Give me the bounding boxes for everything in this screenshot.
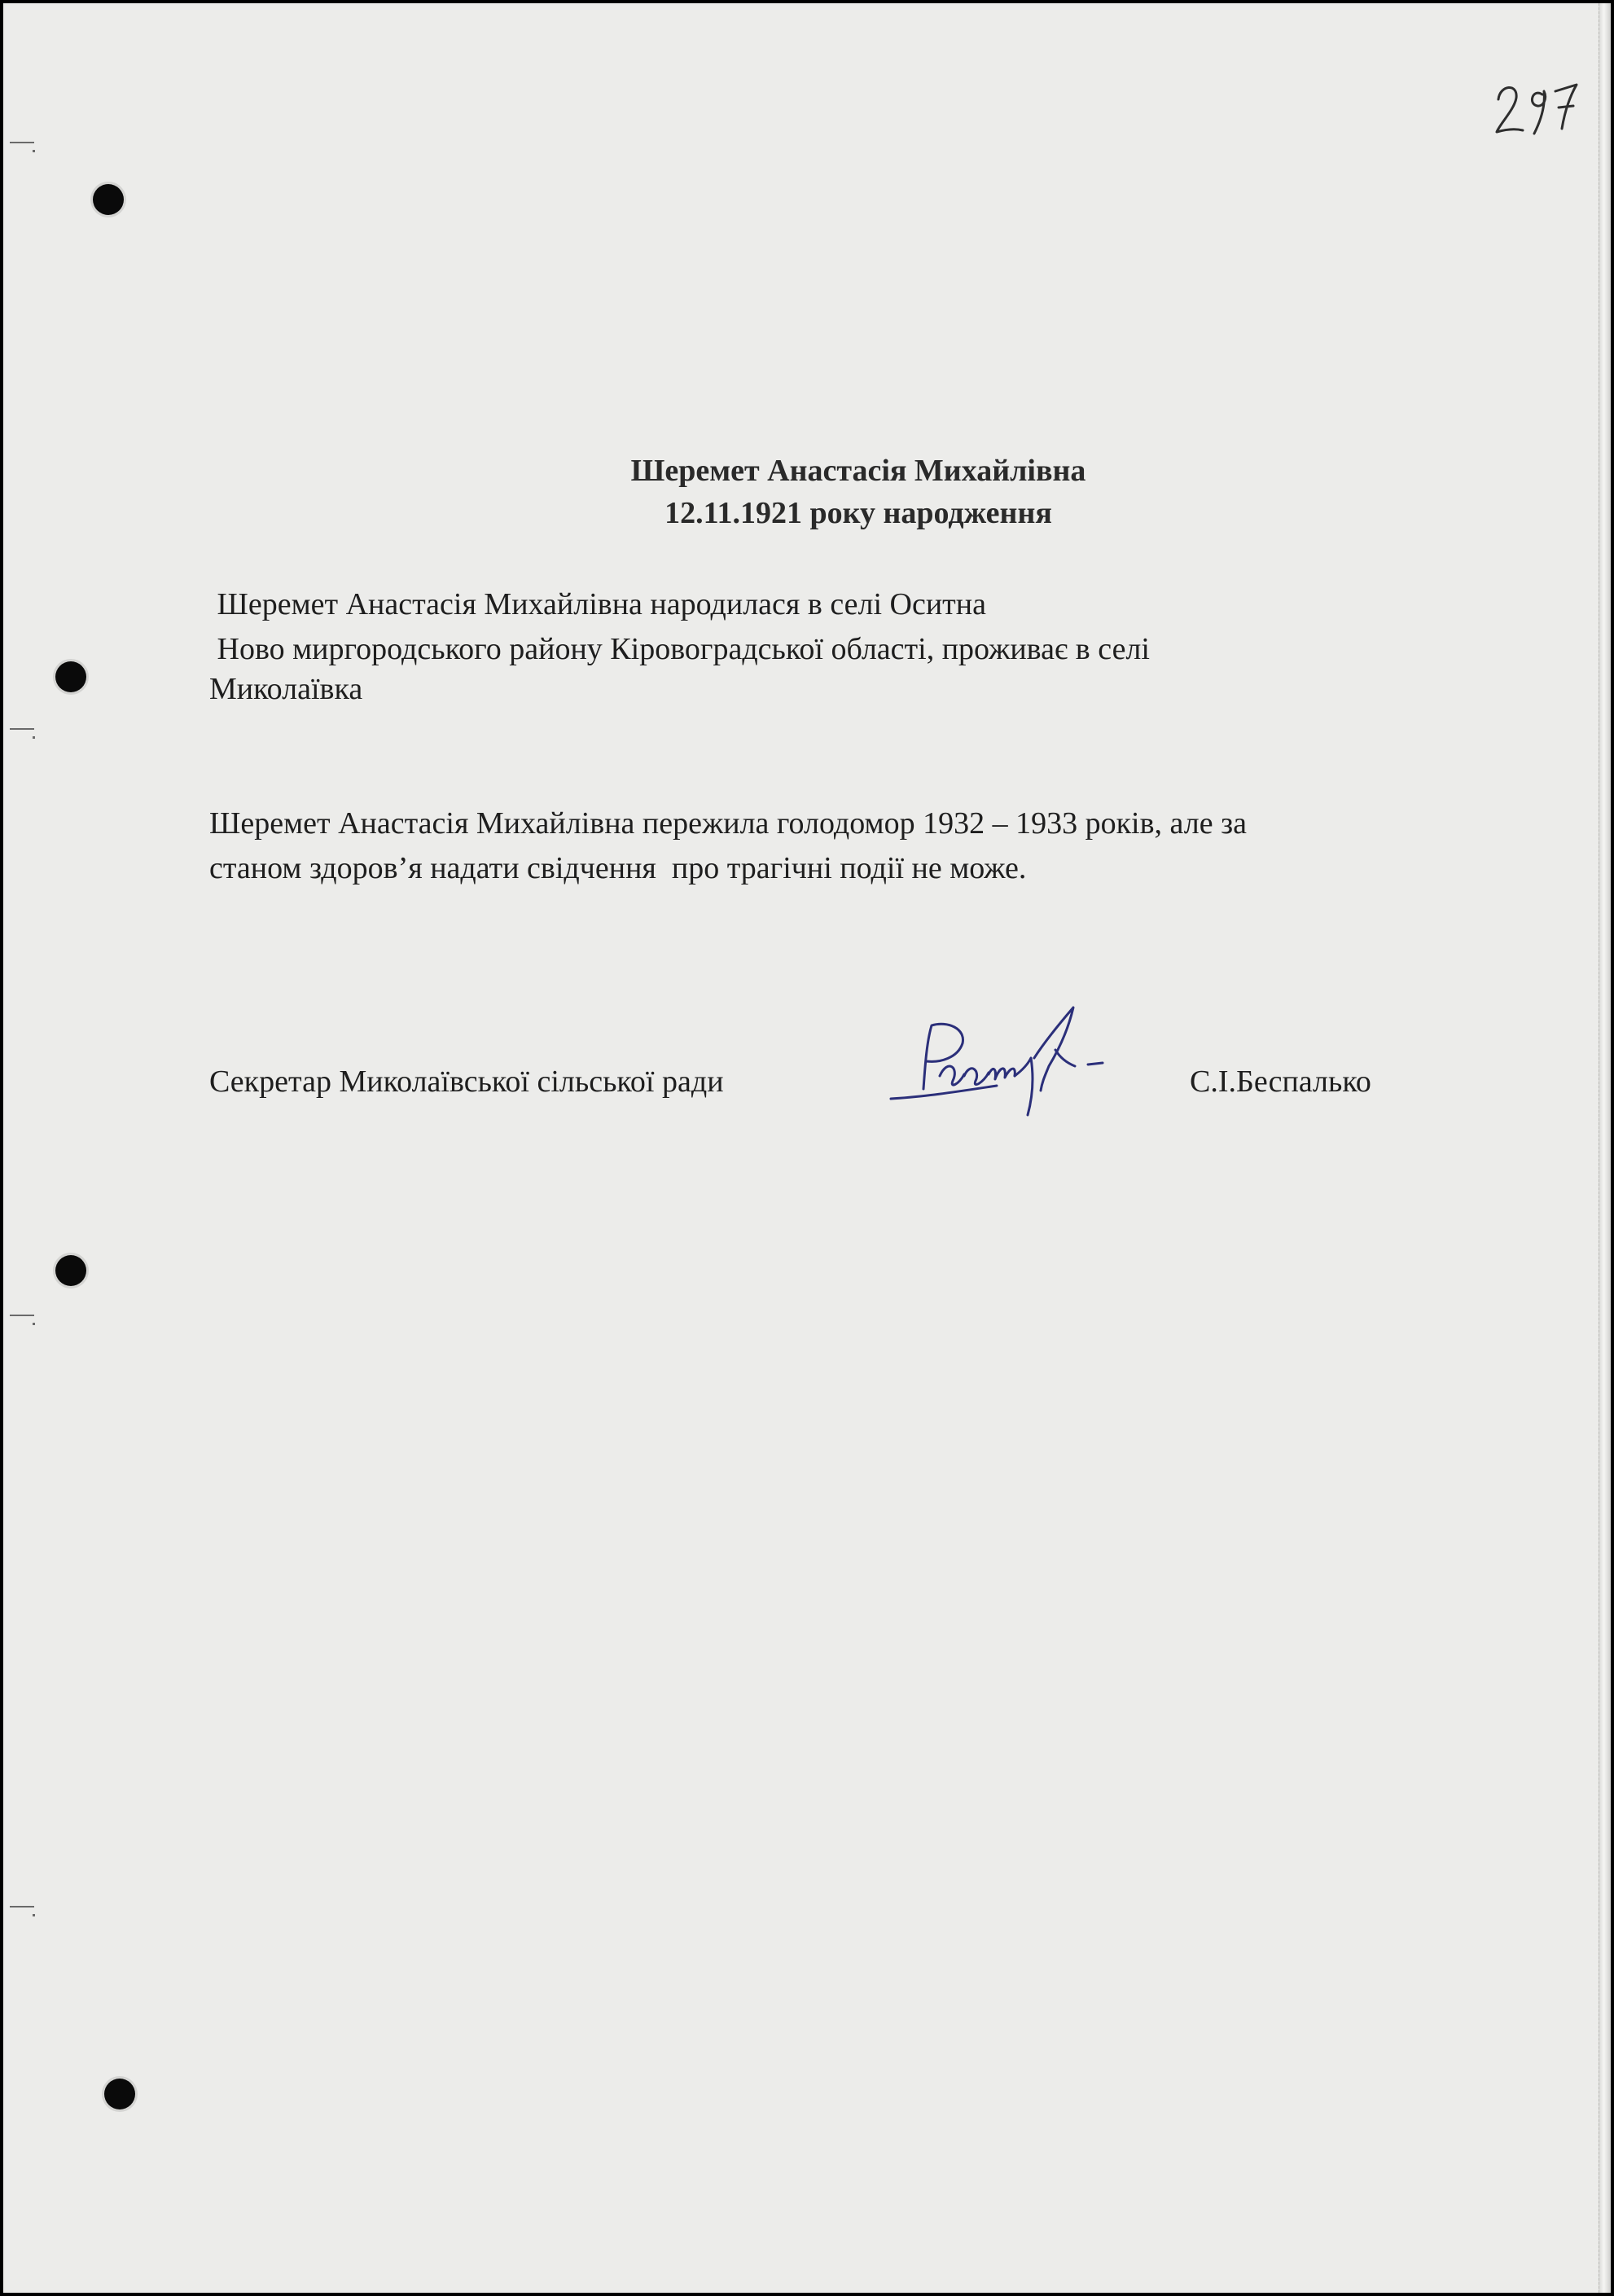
punch-hole <box>93 184 124 215</box>
signatory-name: С.І.Беспалько <box>1190 1065 1371 1099</box>
margin-tick <box>10 728 34 730</box>
heading-name: Шеремет Анастасія Михайлівна <box>630 454 1086 488</box>
punch-hole <box>55 661 86 692</box>
paragraph-line: Шеремет Анастасія Михайлівна народилася в селі Оситна <box>209 587 986 621</box>
signatory-title: Секретар Миколаївської сільської ради <box>209 1065 724 1099</box>
heading-birth-date: 12.11.1921 року народження <box>664 496 1052 530</box>
margin-tick <box>10 142 34 143</box>
punch-hole <box>104 2079 135 2109</box>
margin-tick <box>10 1906 34 1907</box>
handwritten-page-number <box>1492 60 1581 142</box>
paragraph-line: Шеремет Анастасія Михайлівна пережила голодомор 1932 – 1933 років, але за <box>209 806 1247 841</box>
punch-hole <box>55 1255 86 1286</box>
paragraph-line: Миколаївка <box>209 672 363 706</box>
document-heading <box>3 450 1611 534</box>
handwritten-signature <box>875 1001 1168 1131</box>
document-page <box>3 3 1611 2293</box>
paragraph-line: станом здоров’я надати свідчення про трагічні події не може. <box>209 851 1027 885</box>
margin-tick <box>10 1315 34 1316</box>
page-edge <box>1599 3 1611 2293</box>
paragraph-line: Ново миргородського району Кіровоградської області, проживає в селі <box>209 632 1150 666</box>
